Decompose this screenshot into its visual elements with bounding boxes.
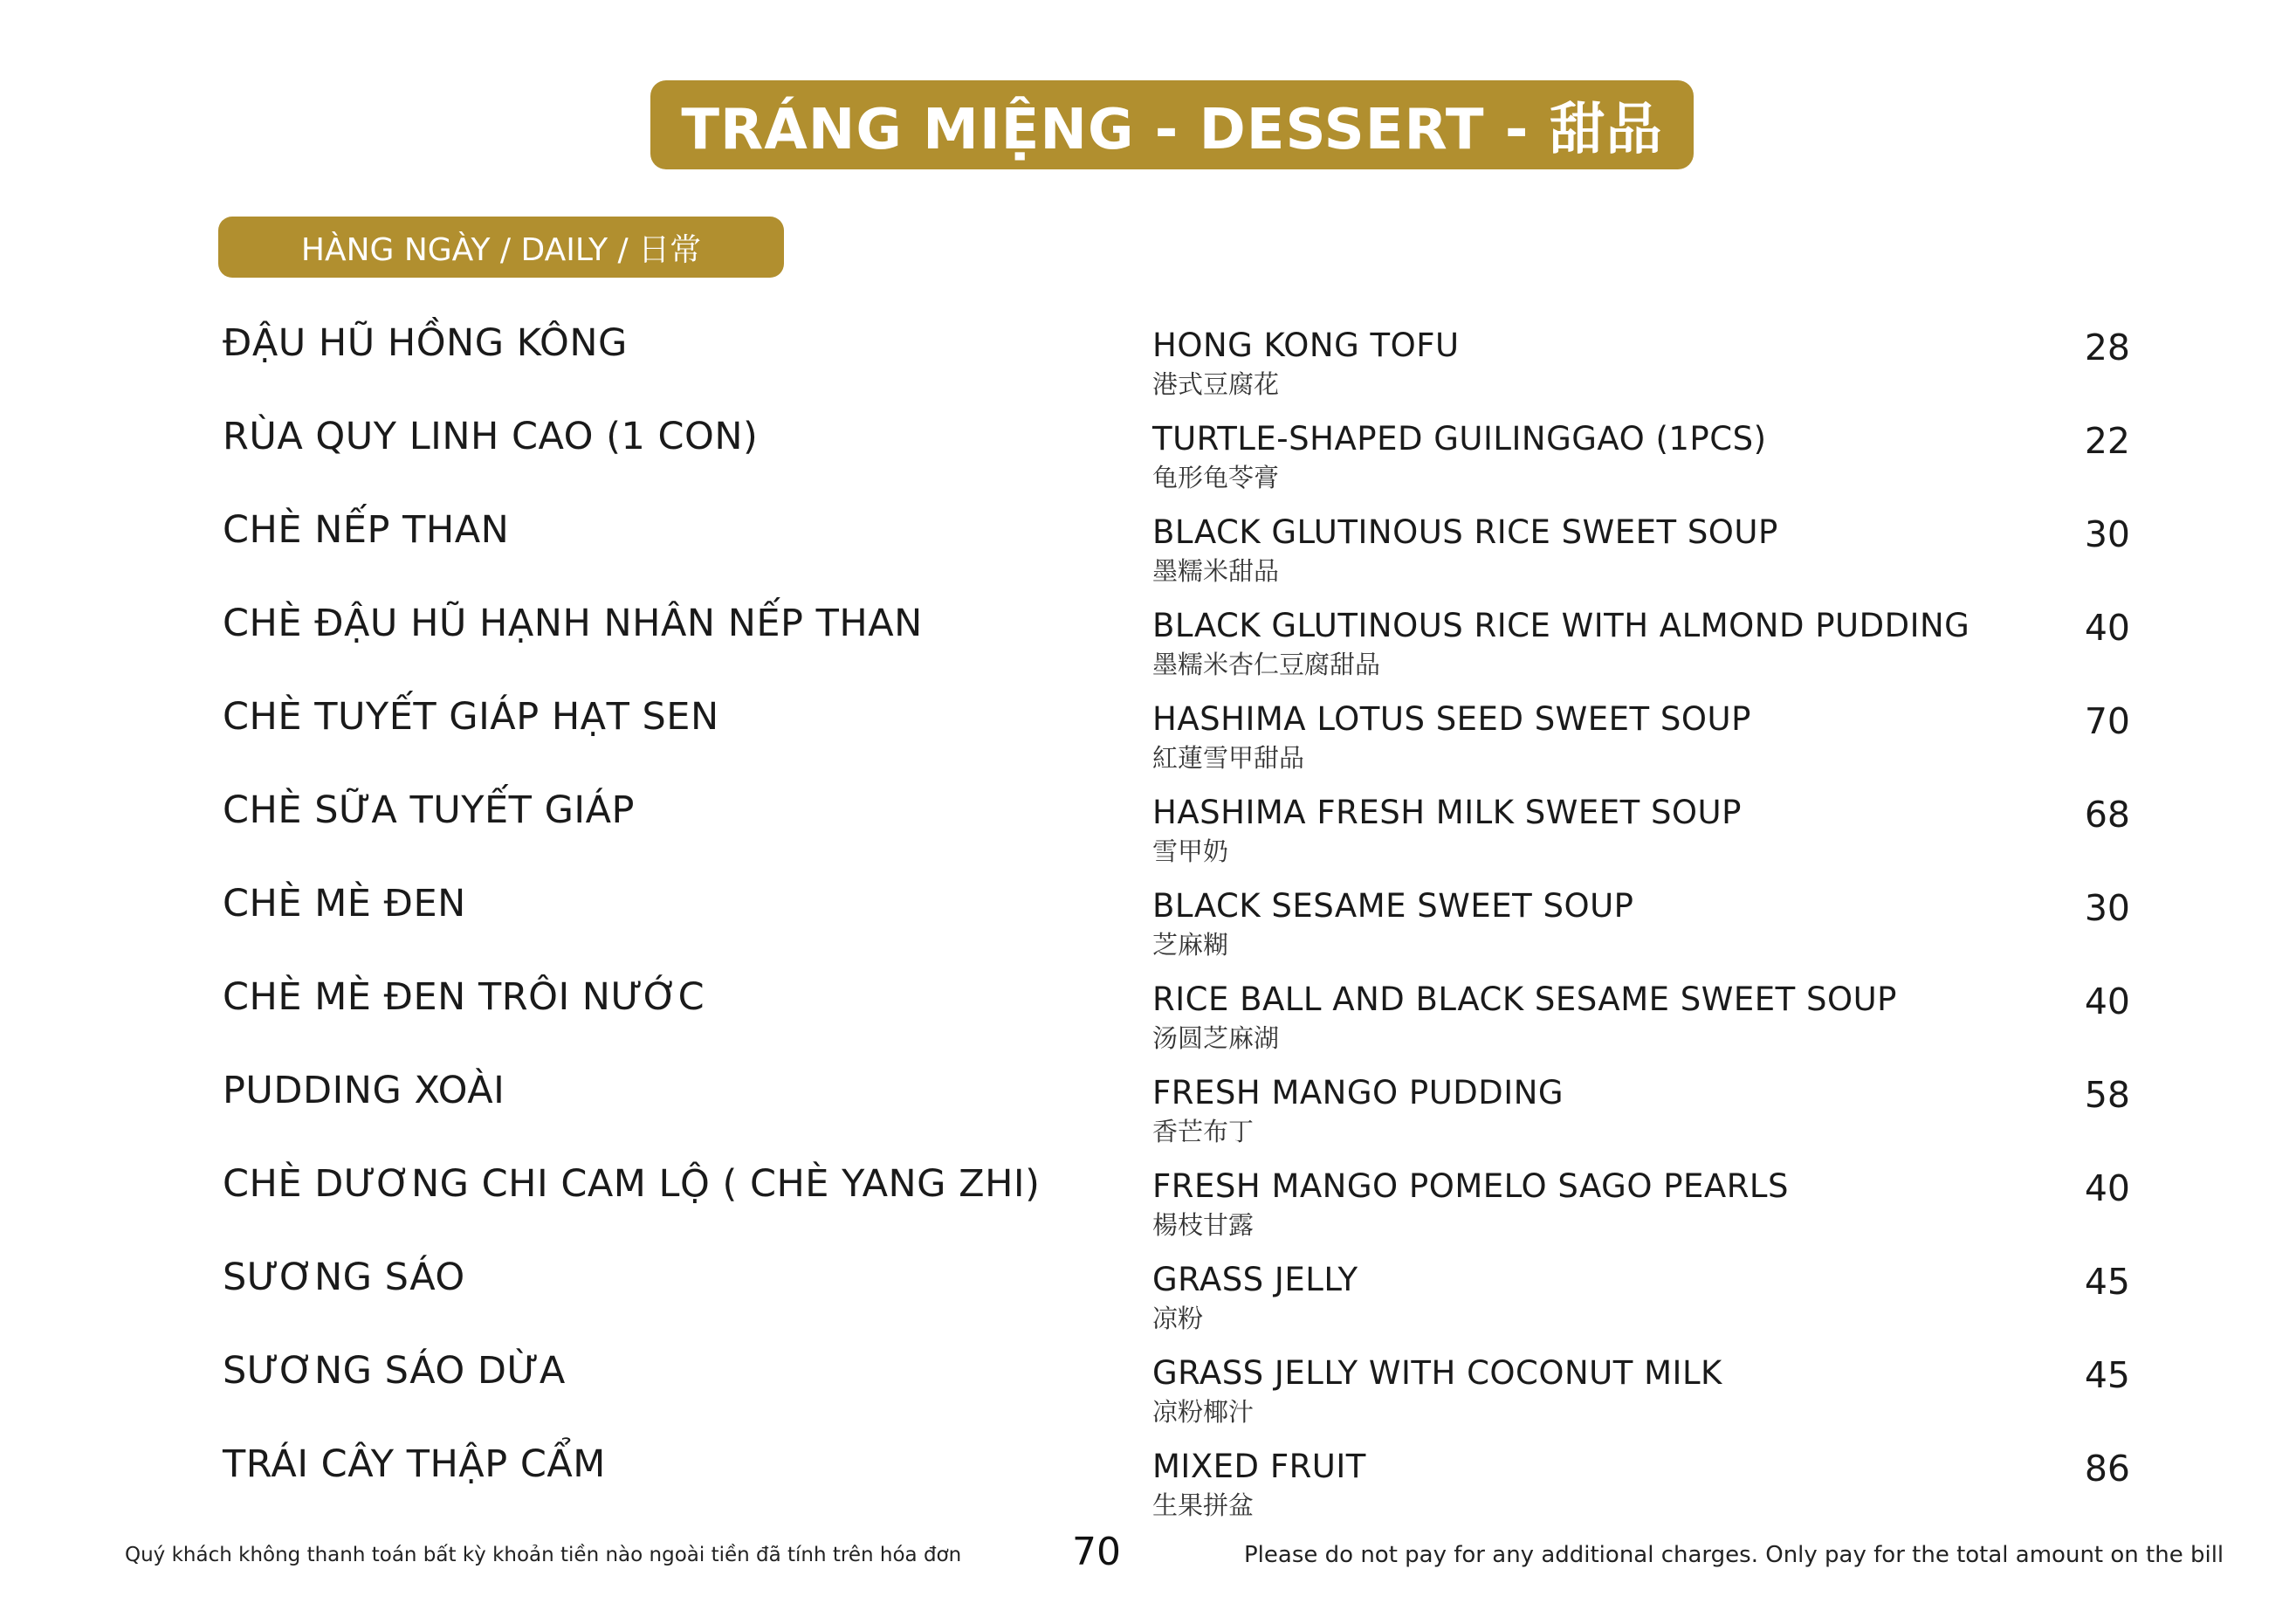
menu-item <box>0 788 2296 876</box>
menu-item-vn-name: CHÈ ĐẬU HŨ HẠNH NHÂN NẾP THAN <box>223 602 923 645</box>
menu-item-vn-name: SƯƠNG SÁO DỪA <box>223 1349 566 1393</box>
menu-item-price: 40 <box>2084 1167 2130 1209</box>
menu-item <box>0 1069 2296 1156</box>
menu-item-zh-name: 龟形龟苓膏 <box>1152 463 1280 492</box>
menu-item-zh-name: 墨糯米甜品 <box>1152 556 1280 586</box>
menu-item-price: 45 <box>2084 1354 2130 1396</box>
menu-item-price: 70 <box>2084 700 2130 742</box>
menu-item <box>0 415 2296 502</box>
menu-item-en-name: HASHIMA FRESH MILK SWEET SOUP <box>1152 794 1742 831</box>
menu-item <box>0 695 2296 782</box>
footer-note-vn: Quý khách không thanh toán bất kỳ khoản tiền nào ngoài tiền đã tính trên hóa đơn <box>125 1544 962 1566</box>
menu-item-vn-name: CHÈ NẾP THAN <box>223 508 510 552</box>
menu-item <box>0 602 2296 689</box>
menu-item-vn-name: TRÁI CÂY THẬP CẨM <box>223 1442 606 1486</box>
menu-item-zh-name: 墨糯米杏仁豆腐甜品 <box>1152 650 1381 679</box>
menu-item-price: 22 <box>2084 420 2130 462</box>
menu-item-zh-name: 汤圆芝麻湖 <box>1152 1023 1280 1053</box>
menu-item-zh-name: 凉粉椰汁 <box>1152 1397 1255 1427</box>
menu-item-price: 40 <box>2084 607 2130 649</box>
menu-item-vn-name: CHÈ MÈ ĐEN TRÔI NƯỚC <box>223 975 705 1019</box>
menu-item <box>0 321 2296 409</box>
menu-item-price: 68 <box>2084 794 2130 836</box>
menu-item-zh-name: 楊枝甘露 <box>1152 1210 1255 1240</box>
menu-item-en-name: HASHIMA LOTUS SEED SWEET SOUP <box>1152 700 1751 738</box>
section-label: HÀNG NGÀY / DAILY / 日常 <box>300 231 702 268</box>
menu-item-en-name: HONG KONG TOFU <box>1152 327 1460 364</box>
menu-item-zh-name: 凉粉 <box>1152 1304 1204 1333</box>
section-label-pill <box>218 217 784 278</box>
footer-note-en: Please do not pay for any additional charges. Only pay for the total amount on the bill <box>1244 1542 2224 1568</box>
menu-item-en-name: MIXED FRUIT <box>1152 1448 1366 1485</box>
menu-item <box>0 508 2296 595</box>
menu-item-en-name: FRESH MANGO POMELO SAGO PEARLS <box>1152 1167 1790 1205</box>
menu-item-zh-name: 生果拼盆 <box>1152 1490 1255 1520</box>
menu-item-price: 28 <box>2084 327 2130 368</box>
menu-item <box>0 1256 2296 1343</box>
menu-item <box>0 975 2296 1063</box>
menu-item-en-name: BLACK GLUTINOUS RICE SWEET SOUP <box>1152 513 1778 551</box>
page-title: TRÁNG MIỆNG - DESSERT - 甜品 <box>681 98 1663 162</box>
menu-item-en-name: FRESH MANGO PUDDING <box>1152 1074 1564 1111</box>
menu-item-en-name: BLACK SESAME SWEET SOUP <box>1152 887 1634 925</box>
menu-item <box>0 1349 2296 1436</box>
menu-item-zh-name: 港式豆腐花 <box>1152 369 1280 399</box>
page-title-banner <box>650 80 1694 169</box>
menu-item-en-name: TURTLE-SHAPED GUILINGGAO (1PCS) <box>1152 420 1767 458</box>
menu-item-vn-name: CHÈ SỮA TUYẾT GIÁP <box>223 788 635 832</box>
menu-item-zh-name: 雪甲奶 <box>1152 836 1229 866</box>
menu-item-vn-name: CHÈ DƯƠNG CHI CAM LỘ ( CHÈ YANG ZHI) <box>223 1162 1041 1206</box>
menu-item-vn-name: PUDDING XOÀI <box>223 1069 505 1112</box>
menu-item <box>0 1162 2296 1249</box>
menu-item-vn-name: ĐẬU HŨ HỒNG KÔNG <box>223 321 628 365</box>
menu-item-zh-name: 芝麻糊 <box>1152 930 1229 960</box>
menu-item-price: 30 <box>2084 887 2130 929</box>
menu-item-en-name: RICE BALL AND BLACK SESAME SWEET SOUP <box>1152 981 1897 1018</box>
menu-item-zh-name: 紅蓮雪甲甜品 <box>1152 743 1305 773</box>
menu-item-vn-name: CHÈ MÈ ĐEN <box>223 882 466 926</box>
menu-item-price: 40 <box>2084 981 2130 1022</box>
menu-item-en-name: GRASS JELLY <box>1152 1261 1358 1298</box>
menu-item-price: 30 <box>2084 513 2130 555</box>
menu-item-price: 45 <box>2084 1261 2130 1303</box>
page-number: 70 <box>1072 1530 1121 1574</box>
menu-item-zh-name: 香芒布丁 <box>1152 1117 1255 1146</box>
menu-item-price: 58 <box>2084 1074 2130 1116</box>
menu-item-vn-name: RÙA QUY LINH CAO (1 CON) <box>223 415 759 458</box>
menu-item-vn-name: CHÈ TUYẾT GIÁP HẠT SEN <box>223 695 719 739</box>
menu-item-price: 86 <box>2084 1448 2130 1490</box>
menu-item-en-name: BLACK GLUTINOUS RICE WITH ALMOND PUDDING <box>1152 607 1970 644</box>
menu-item <box>0 882 2296 969</box>
menu-item-en-name: GRASS JELLY WITH COCONUT MILK <box>1152 1354 1722 1392</box>
menu-item-vn-name: SƯƠNG SÁO <box>223 1256 465 1299</box>
menu-item <box>0 1442 2296 1530</box>
